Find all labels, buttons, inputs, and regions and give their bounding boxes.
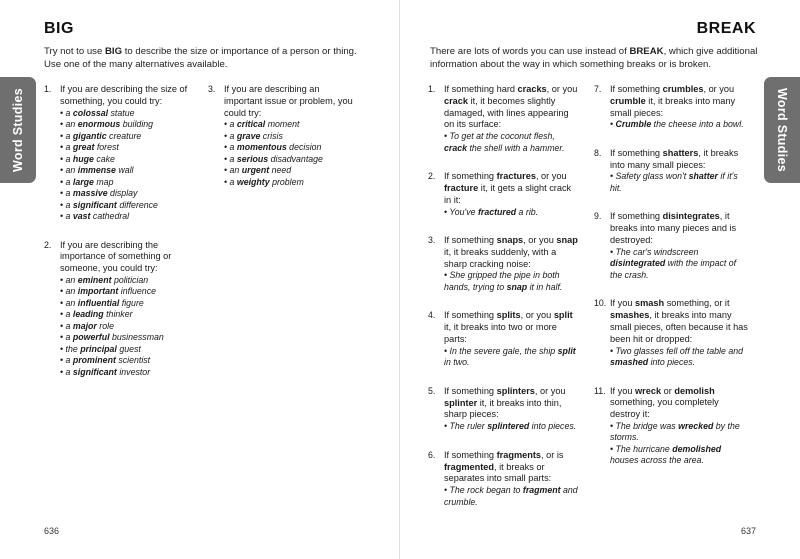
text-part: a rib.	[516, 206, 539, 217]
intro-text-part: There are lots of words you can use instead of	[430, 46, 630, 57]
keyword: fragments	[496, 449, 542, 460]
example-sentence: • The ruler splintered into pieces.	[444, 421, 577, 432]
example-article: an	[229, 165, 242, 176]
keyword: split	[553, 310, 573, 321]
text-part: , or is	[541, 449, 564, 460]
example-noun: need	[269, 165, 292, 176]
example-sentence: • The hurricane demolished houses across the area.	[610, 443, 722, 466]
example-article: a	[65, 366, 73, 377]
example-noun: map	[93, 176, 114, 187]
example-noun: guest	[116, 343, 141, 354]
text-part: The ruler	[449, 421, 488, 432]
text-part: If something	[444, 310, 497, 321]
item-number: 5.	[428, 385, 436, 396]
example-article: a	[229, 130, 237, 141]
example-noun: problem	[269, 176, 304, 187]
keyword: snaps	[496, 235, 524, 246]
example-keyword: serious	[236, 153, 269, 164]
text-part: it, it breaks into thin, sharp pieces:	[444, 397, 562, 420]
example-noun: building	[120, 119, 154, 130]
text-part: it in half.	[527, 281, 563, 292]
example-article: a	[65, 153, 73, 164]
text-part: If something	[444, 235, 497, 246]
intro-text-part: Try not to use	[44, 46, 105, 57]
example-phrase: • a significant difference	[60, 199, 158, 210]
example-noun: cathedral	[90, 211, 130, 222]
item-number: 2.	[428, 171, 436, 182]
text-part: If something	[444, 449, 497, 460]
side-tab-label: Word Studies	[775, 88, 789, 172]
list-item	[208, 84, 358, 188]
keyword: snap	[506, 281, 528, 292]
example-keyword: influential	[77, 297, 120, 308]
side-tab-word-studies	[764, 77, 800, 183]
intro-text-part: to describe the size or importance of a person or thing. Use one of the many alternatives available.	[44, 46, 357, 70]
example-sentence: • The car's windscreen disintegrated with the impact of the crash.	[610, 246, 737, 280]
item-text	[444, 386, 578, 421]
text-part: , or you	[520, 310, 554, 321]
text-part: The rock began to	[449, 485, 523, 496]
example-noun: disadvantage	[268, 153, 323, 164]
item-text	[610, 386, 750, 421]
example-phrase: • a momentous decision	[224, 142, 322, 153]
example-article: a	[229, 176, 237, 187]
keyword: split	[557, 345, 576, 356]
text-part: The bridge was	[615, 420, 679, 431]
example-article: the	[65, 343, 81, 354]
example-keyword: leading	[72, 309, 104, 320]
text-part: To get at the coconut flesh,	[449, 131, 555, 142]
list-item	[428, 450, 578, 508]
example-phrase: • a significant investor	[60, 366, 151, 377]
example-phrase: • a grave crisis	[224, 130, 283, 141]
item-text: If you are describing the size of something, you could try:	[60, 84, 188, 106]
item-number: 4.	[428, 310, 436, 321]
text-part: You've	[449, 206, 478, 217]
intro-text-break	[430, 46, 760, 71]
text-part: it, it breaks into many small pieces:	[610, 95, 736, 118]
keyword: snap	[556, 235, 578, 246]
example-keyword: eminent	[77, 274, 112, 285]
item-text	[610, 298, 750, 345]
example-phrase: • a vast cathedral	[60, 211, 130, 222]
list-item	[594, 148, 750, 195]
example-keyword: large	[72, 176, 94, 187]
example-keyword: enormous	[77, 119, 121, 130]
list-item	[428, 84, 578, 154]
list-item	[594, 211, 750, 281]
example-keyword: immense	[77, 165, 116, 176]
text-part: into pieces.	[529, 421, 577, 432]
item-text	[444, 450, 578, 485]
example-article: an	[65, 165, 78, 176]
page-heading-big: BIG	[44, 20, 74, 37]
list-item	[428, 235, 578, 293]
example-keyword: principal	[80, 343, 117, 354]
example-phrase: • an important influence	[60, 286, 156, 297]
example-noun: thinker	[103, 309, 133, 320]
text-part: it, it breaks into two or more parts:	[444, 322, 557, 345]
example-keyword: weighty	[236, 176, 270, 187]
example-sentence: • To get at the coconut flesh, crack the shell with a hammer.	[444, 131, 565, 153]
example-noun: businessman	[109, 332, 164, 343]
example-phrase: • a powerful businessman	[60, 332, 164, 343]
example-sentence: • In the severe gale, the ship split in two.	[444, 345, 576, 368]
text-part: the cheese into a bowl.	[651, 119, 744, 130]
text-part: , or you	[535, 171, 567, 182]
intro-keyword: BIG	[104, 46, 123, 57]
break-column-1	[428, 84, 578, 525]
keyword: crumble	[610, 95, 646, 106]
text-part: it, it breaks suddenly, with a sharp cracking noise:	[444, 246, 557, 269]
example-keyword: significant	[72, 366, 117, 377]
example-sentence: • Two glasses fell off the table and smashed into pieces.	[610, 345, 743, 368]
text-part: the shell with a hammer.	[467, 142, 565, 153]
item-number: 1.	[44, 84, 52, 94]
keyword: splits	[496, 310, 521, 321]
example-noun: creature	[106, 130, 142, 141]
example-phrase: • a major role	[60, 320, 114, 331]
example-noun: scientist	[115, 355, 151, 366]
text-part: , it breaks into many small pieces:	[610, 147, 739, 170]
keyword: wreck	[635, 385, 662, 396]
example-noun: wall	[115, 165, 134, 176]
example-noun: decision	[286, 142, 322, 153]
page-number: 636	[44, 526, 60, 536]
text-part: If you	[610, 298, 636, 309]
example-phrase: • an eminent politician	[60, 274, 149, 285]
item-number: 9.	[594, 211, 602, 222]
item-text: If you are describing the importance of something or someone, you could try:	[60, 239, 172, 274]
example-keyword: major	[72, 320, 97, 331]
keyword: fragmented	[444, 461, 495, 472]
example-keyword: colossal	[72, 107, 109, 118]
item-number: 11.	[594, 385, 606, 396]
keyword: splintered	[487, 421, 530, 432]
example-sentence: • Safety glass won't shatter if it's hit.	[610, 171, 738, 193]
example-keyword: vast	[72, 211, 91, 222]
example-noun: moment	[265, 119, 300, 130]
example-phrase: • an immense wall	[60, 165, 134, 176]
example-keyword: powerful	[72, 332, 110, 343]
side-tab-word-studies	[0, 77, 36, 183]
text-part: Two glasses fell off the table and	[615, 345, 743, 356]
example-article: a	[65, 355, 73, 366]
text-part: In the severe gale, the ship	[449, 345, 558, 356]
example-noun: statue	[108, 107, 135, 118]
text-part: something, or it	[664, 298, 730, 309]
example-phrase: • a weighty problem	[224, 176, 304, 187]
item-text: If you are describing an important issue or problem, you could try:	[224, 84, 353, 118]
keyword: shatters	[662, 147, 699, 158]
list-item	[594, 298, 750, 368]
example-phrase: • a large map	[60, 176, 114, 187]
list-item	[428, 386, 578, 433]
example-noun: difference	[116, 199, 158, 210]
text-part: If something hard	[444, 84, 518, 94]
example-article: a	[65, 309, 73, 320]
example-phrase: • a massive display	[60, 188, 138, 199]
example-keyword: grave	[236, 130, 261, 141]
example-keyword: momentous	[236, 142, 287, 153]
text-part: , it breaks or separates into small parts:	[444, 461, 552, 484]
item-text	[610, 84, 750, 119]
text-part: If you	[610, 385, 636, 396]
keyword: cracks	[517, 84, 547, 94]
item-number: 1.	[428, 84, 436, 94]
text-part: with the impact of the crash.	[610, 258, 737, 280]
example-keyword: significant	[72, 199, 117, 210]
text-part: If something	[444, 385, 497, 396]
example-sentence: • The bridge was wrecked by the storms.	[610, 420, 740, 443]
intro-text-part: , which give additional information about the way in which something breaks or is broken.	[430, 46, 758, 70]
list-item	[428, 171, 578, 218]
text-part: and crumble.	[444, 485, 578, 507]
text-part: , or you	[534, 385, 566, 396]
page-heading-break: BREAK	[696, 20, 756, 37]
keyword: disintegrated	[610, 258, 666, 269]
example-phrase: • a colossal statue	[60, 107, 135, 118]
example-keyword: prominent	[72, 355, 116, 366]
item-number: 7.	[594, 84, 602, 94]
example-article: a	[229, 119, 237, 130]
keyword: smash	[635, 298, 665, 309]
intro-text-big	[44, 46, 362, 71]
example-article: an	[65, 297, 78, 308]
text-part: by the storms.	[610, 420, 740, 443]
item-number: 3.	[428, 235, 436, 246]
list-item	[44, 84, 192, 223]
item-number: 2.	[44, 239, 52, 250]
example-article: a	[65, 188, 73, 199]
example-phrase: • a serious disadvantage	[224, 153, 323, 164]
keyword: smashes	[610, 310, 650, 321]
item-number: 3.	[208, 84, 216, 94]
example-noun: figure	[119, 297, 144, 308]
example-noun: influence	[118, 286, 156, 297]
text-part: If something	[610, 211, 663, 222]
example-article: an	[65, 274, 78, 285]
keyword: Crumble	[615, 119, 652, 130]
example-keyword: urgent	[241, 165, 270, 176]
item-text	[444, 171, 578, 206]
keyword: disintegrates	[662, 211, 720, 222]
example-article: a	[65, 130, 73, 141]
keyword: wrecked	[678, 420, 714, 431]
keyword: crack	[444, 142, 467, 153]
item-text	[610, 211, 750, 246]
example-phrase: • an urgent need	[224, 165, 292, 176]
text-part: it, it gets a slight crack in it:	[444, 182, 572, 205]
example-noun: crisis	[260, 130, 283, 141]
intro-keyword: BREAK	[629, 46, 664, 57]
keyword: demolished	[672, 443, 722, 454]
big-column-2	[208, 84, 358, 205]
example-phrase: • a huge cake	[60, 153, 115, 164]
example-article: an	[65, 286, 78, 297]
text-part: into pieces.	[648, 357, 696, 368]
example-phrase: • the principal guest	[60, 343, 141, 354]
item-number: 10.	[594, 298, 607, 309]
keyword: fracture	[444, 182, 479, 193]
example-phrase: • an influential figure	[60, 297, 144, 308]
side-tab-label: Word Studies	[11, 88, 25, 172]
text-part: If something	[610, 147, 663, 158]
text-part: , or you	[546, 84, 578, 94]
example-noun: role	[96, 320, 114, 331]
example-article: a	[65, 211, 73, 222]
keyword: splinters	[496, 385, 535, 396]
example-phrase: • a prominent scientist	[60, 355, 151, 366]
big-column-1	[44, 84, 192, 395]
text-part: If something	[610, 84, 663, 94]
example-phrase: • a leading thinker	[60, 309, 133, 320]
text-part: something, you completely destroy it:	[610, 397, 719, 420]
text-part: houses across the area.	[610, 455, 704, 466]
example-article: a	[229, 142, 237, 153]
example-keyword: gigantic	[72, 130, 107, 141]
example-keyword: massive	[72, 188, 108, 199]
example-phrase: • a great forest	[60, 142, 119, 153]
text-part: , it breaks into many small pieces, often because it has been hit or dropped:	[610, 310, 748, 344]
example-article: an	[65, 119, 78, 130]
example-noun: politician	[111, 274, 149, 285]
example-keyword: critical	[236, 119, 266, 130]
example-article: a	[65, 142, 73, 153]
example-keyword: great	[72, 142, 95, 153]
text-part: in two.	[444, 357, 470, 368]
example-sentence: • You've fractured a rib.	[444, 206, 539, 217]
text-part: The car's windscreen	[615, 246, 699, 257]
text-part: She gripped the pipe in both hands, trying to	[444, 270, 560, 292]
text-part: , or you	[523, 235, 557, 246]
text-part: Safety glass won't	[615, 171, 689, 182]
keyword: demolish	[674, 385, 715, 396]
example-phrase: • a critical moment	[224, 119, 300, 130]
item-number: 8.	[594, 147, 602, 158]
example-article: a	[229, 153, 237, 164]
list-item	[428, 310, 578, 368]
keyword: fractured	[477, 206, 517, 217]
item-number: 6.	[428, 449, 436, 460]
keyword: fragment	[522, 485, 561, 496]
example-article: a	[65, 107, 73, 118]
text-part: The hurricane	[615, 443, 673, 454]
example-sentence: • The rock began to fragment and crumble.	[444, 485, 578, 507]
example-noun: display	[107, 188, 138, 199]
text-part: If something	[444, 171, 497, 182]
list-item	[44, 240, 192, 379]
item-text	[444, 84, 578, 131]
text-part: if it's hit.	[610, 171, 738, 193]
example-sentence: • Crumble the cheese into a bowl.	[610, 119, 744, 130]
page-number: 637	[740, 526, 756, 536]
item-text	[610, 148, 750, 172]
list-item	[594, 386, 750, 467]
text-part: or	[661, 385, 675, 396]
item-text	[444, 235, 578, 270]
keyword: shatter	[688, 171, 718, 182]
example-keyword: huge	[72, 153, 94, 164]
text-part: , or you	[703, 84, 735, 94]
list-item	[594, 84, 750, 131]
example-noun: forest	[94, 142, 119, 153]
break-column-2	[594, 84, 750, 484]
example-noun: investor	[116, 366, 151, 377]
example-phrase: • an enormous building	[60, 119, 154, 130]
keyword: fractures	[496, 171, 536, 182]
example-noun: cake	[93, 153, 115, 164]
example-article: a	[65, 332, 73, 343]
example-article: a	[65, 320, 73, 331]
keyword: crumbles	[662, 84, 704, 94]
example-article: a	[65, 176, 73, 187]
example-article: a	[65, 199, 73, 210]
item-text	[444, 310, 578, 345]
keyword: splinter	[444, 397, 478, 408]
right-page	[400, 0, 800, 559]
keyword: crack	[444, 95, 469, 106]
example-keyword: important	[77, 286, 119, 297]
text-part: it, it becomes slightly damaged, with lines appearing on its surface:	[444, 95, 569, 130]
example-phrase: • a gigantic creature	[60, 130, 142, 141]
example-sentence: • She gripped the pipe in both hands, trying to snap it in half.	[444, 270, 563, 292]
keyword: smashed	[610, 357, 649, 368]
text-part: , it breaks into many pieces and is destroyed:	[610, 211, 737, 246]
